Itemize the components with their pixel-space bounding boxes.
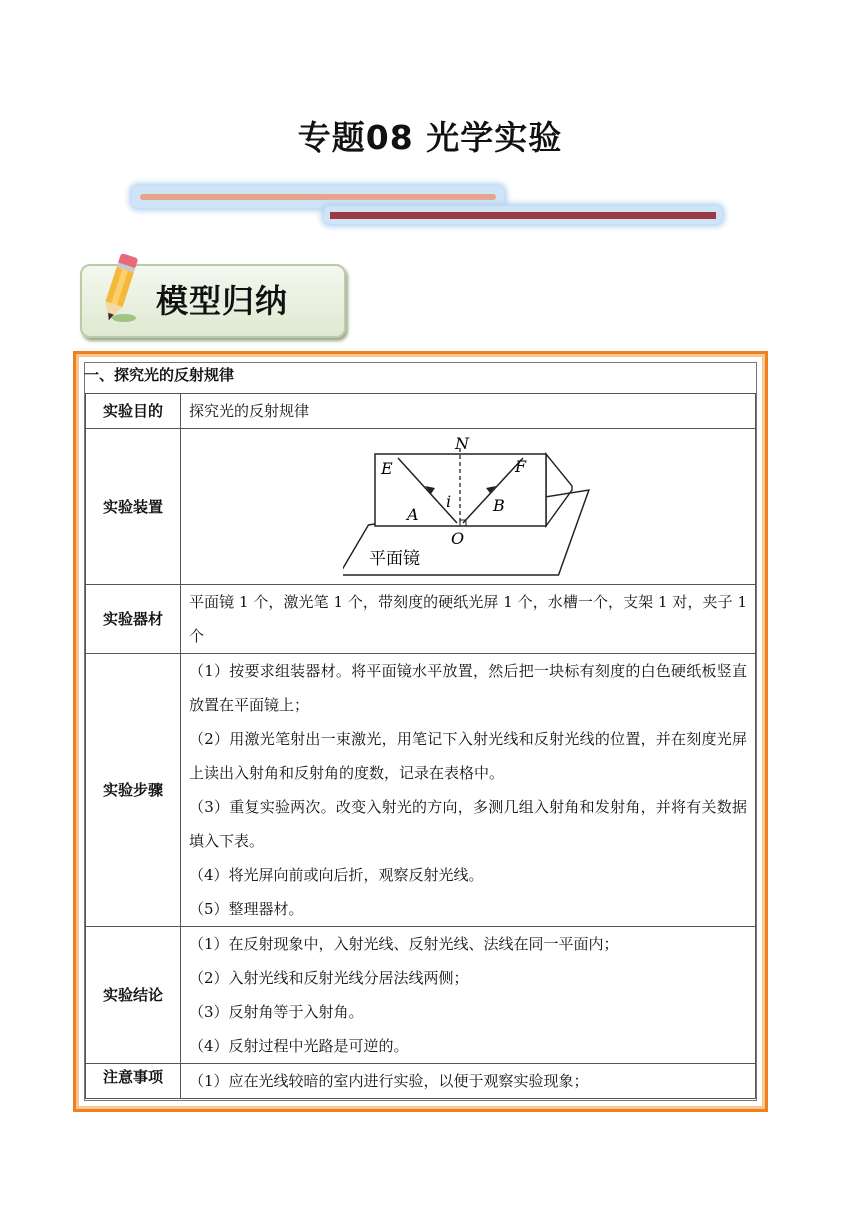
step-item: （4）将光屏向前或向后折，观察反射光线。: [189, 866, 484, 884]
label-mirror: 平面镜: [369, 548, 420, 569]
conclusion-item: （4）反射过程中光路是可逆的。: [189, 1037, 409, 1055]
label-a: A: [407, 504, 419, 524]
label-o: O: [451, 528, 465, 548]
label-e: E: [381, 458, 393, 478]
table-row-purpose: [86, 394, 756, 429]
table-row-equipment: [86, 585, 756, 654]
label-b: B: [493, 495, 505, 515]
label-n: N: [455, 433, 469, 453]
step-item: （3）重复实验两次。改变入射光的方向，多测几组入射角和发射角，并将有关数据填入下表。: [189, 798, 747, 850]
note-item: （1）应在光线较暗的室内进行实验，以便于观察实验现象；: [189, 1072, 589, 1090]
table-row-notes: [86, 1064, 756, 1099]
step-item: （1）按要求组装器材。将平面镜水平放置，然后把一块标有刻度的白色硬纸板竖直放置在平面镜上；: [189, 662, 747, 714]
steps-cell: [181, 654, 756, 927]
notes-head: 注意事项: [86, 1064, 181, 1099]
conclusion-head: 实验结论: [86, 927, 181, 1064]
equipment-text: 平面镜 1 个，激光笔 1 个，带刻度的硬纸光屏 1 个，水槽一个，支架 1 对，夹子 1 个: [181, 585, 756, 654]
conclusion-item: （3）反射角等于入射角。: [189, 1003, 364, 1021]
model-summary-banner: [80, 262, 342, 336]
pencil-icon: [94, 252, 144, 326]
equipment-head: 实验器材: [86, 585, 181, 654]
notes-cell: [181, 1064, 756, 1099]
reflection-apparatus-diagram: [343, 434, 593, 580]
purpose-head: 实验目的: [86, 394, 181, 429]
section-title: 一、探究光的反射规律: [84, 366, 235, 384]
experiment-table: [85, 393, 756, 1099]
conclusion-item: （1）在反射现象中，入射光线、反射光线、法线在同一平面内；: [189, 935, 619, 953]
purpose-text: 探究光的反射规律: [181, 394, 756, 429]
paper-screen-back: [546, 454, 572, 526]
apparatus-cell: [181, 429, 756, 585]
label-i: i: [446, 491, 452, 511]
apparatus-head: 实验装置: [86, 429, 181, 585]
decorative-bar-bottom: [324, 206, 722, 224]
steps-head: 实验步骤: [86, 654, 181, 927]
step-item: （5）整理器材。: [189, 900, 304, 918]
label-f: F: [515, 456, 527, 476]
conclusion-cell: [181, 927, 756, 1064]
conclusion-item: （2）入射光线和反射光线分居法线两侧；: [189, 969, 469, 987]
page-title: 专题08 光学实验: [297, 118, 563, 157]
table-row-steps: [86, 654, 756, 927]
table-row-conclusion: [86, 927, 756, 1064]
banner-label: 模型归纳: [156, 282, 289, 320]
table-row-apparatus: [86, 429, 756, 585]
step-item: （2）用激光笔射出一束激光，用笔记下入射光线和反射光线的位置，并在刻度光屏上读出入射角和反射角的度数，记录在表格中。: [189, 730, 747, 782]
decorative-bar-top: [132, 186, 504, 208]
